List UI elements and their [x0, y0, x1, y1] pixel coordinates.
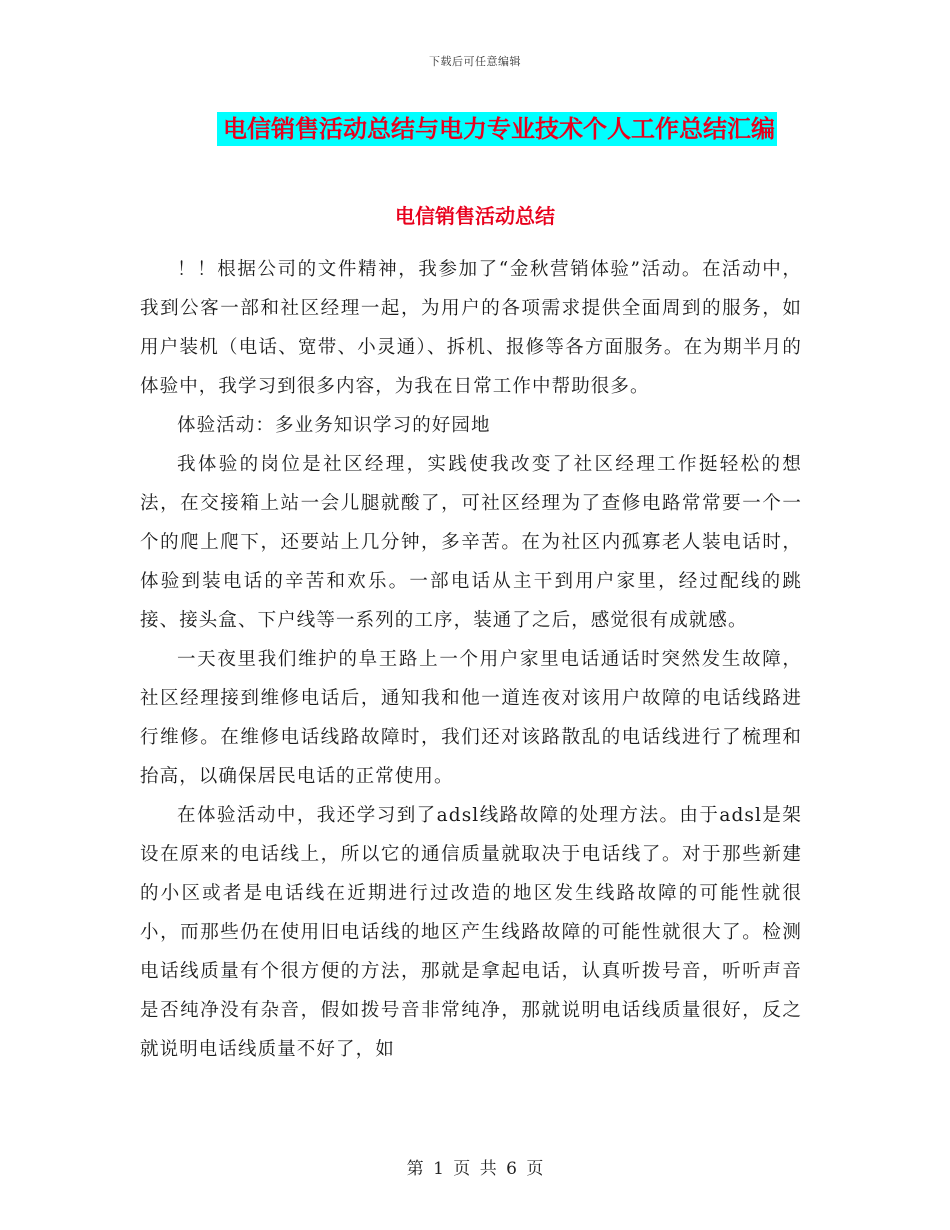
document-title: 电信销售活动总结与电力专业技术个人工作总结汇编 [217, 112, 777, 146]
paragraph: 一天夜里我们维护的阜王路上一个用户家里电话通话时突然发生故障，社区经理接到维修电话后，通知我和他一道连夜对该用户故障的电话线路进行维修。在维修电话线路故障时，我们还对该路散乱的电话线进行了梳理和抬高，以确保居民电话的正常使用。 [140, 649, 802, 787]
section-title: 电信销售活动总结 [395, 204, 555, 228]
paragraph: 体验活动：多业务知识学习的好园地 [177, 415, 491, 436]
paragraph: 我体验的岗位是社区经理，实践使我改变了社区经理工作挺轻松的想法，在交接箱上站一会儿腿就酸了，可社区经理为了查修电路常常要一个一个的爬上爬下，还要站上几分钟，多辛苦。在为社区内孤寡老人装电话时，体验到装电话的辛苦和欢乐。一部电话从主干到用户家里，经过配线的跳接、接头盒、下户线等一系列的工序，装通了之后，感觉很有成就感。 [140, 454, 802, 631]
page-number-footer: 第 1 页 共 6 页 [406, 1159, 544, 1179]
document-title-container [0, 112, 950, 146]
paragraph: 在体验活动中，我还学习到了adsl线路故障的处理方法。由于adsl是架设在原来的电话线上，所以它的通信质量就取决于电话线了。对于那些新建的小区或者是电话线在近期进行过改造的地区发生线路故障的可能性就很小，而那些仍在使用旧电话线的地区产生线路故障的可能性就很大了。检测电话线质量有个很方便的方法，那就是拿起电话，认真听拨号音，听听声音是否纯净没有杂音，假如拨号音非常纯净，那就说明电话线质量很好，反之就说明电话线质量不好了，如 [140, 805, 802, 1060]
document-body [140, 250, 802, 1069]
paragraph: ！！根据公司的文件精神，我参加了“金秋营销体验”活动。在活动中，我到公客一部和社区经理一起，为用户的各项需求提供全面周到的服务，如用户装机（电话、宽带、小灵通）、拆机、报修等各方面服务。在为期半月的体验中，我学习到很多内容，为我在日常工作中帮助很多。 [140, 259, 802, 397]
page-header-note: 下载后可任意编辑 [429, 55, 521, 68]
